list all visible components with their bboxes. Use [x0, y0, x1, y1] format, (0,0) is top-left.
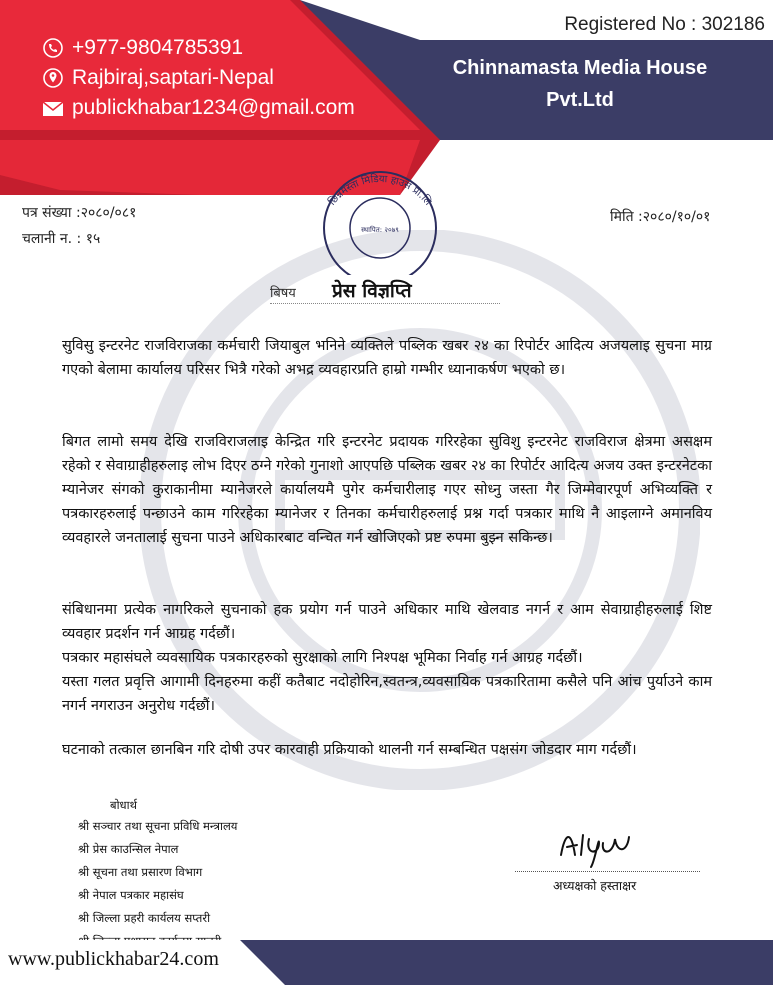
- body-paragraph-3: संबिधानमा प्रत्येक नागरिकले सुचनाको हक प्रयोग गर्न पाउने अधिकार माथि खेलवाड नगर्न र आम सेवाग्राहीहरुलाई शिष्ट व्यवहार प्रदर्शन गर्न आग्रह गर्दछौं।: [62, 602, 712, 642]
- body-paragraph-1: सुविसु इन्टरनेट राजविराजका कर्मचारी जियाबुल भनिने व्यक्तिले पब्लिक खबर २४ का रिपोर्टर आदित्य अजयलाइ सुचना माग्र गएको बेलामा कार्यालय परिसर भित्रै गरेको अभद्र व्यवहारप्रति हाम्रो गम्भीर ध्यानाकर्षण भएको छ।: [62, 338, 712, 378]
- dispatch-number: चलानी न. : १५: [22, 231, 101, 247]
- location-pin-icon: [40, 67, 66, 89]
- email-address: publickhabar1234@gmail.com: [72, 96, 355, 119]
- footer-website: www.publickhabar24.com: [8, 948, 219, 970]
- letter-date: मिति :२०८०/१०/०१: [610, 209, 711, 225]
- signature-line: [515, 871, 700, 872]
- stamp-middle-text: स्थापित: २०७९: [361, 226, 399, 234]
- cc-item: श्री सूचना तथा प्रसारण विभाग: [78, 865, 203, 879]
- email-contact: [40, 96, 355, 120]
- body-paragraph-4: पत्रकार महासंघले व्यवसायिक पत्रकारहरुको सुरक्षाको लागि निश्पक्ष भूमिका निर्वाह गर्न आग्रह गर्दछौं।: [62, 650, 583, 666]
- company-name-line1: Chinnamasta Media House: [452, 57, 708, 79]
- svg-text:छिन्नमस्ता मिडिया हाउस प्रा.लि: [326, 173, 434, 208]
- company-stamp: [300, 170, 460, 275]
- handwritten-signature: [555, 825, 665, 869]
- body-paragraph-2: बिगत लामो समय देखि राजविराजलाइ केन्द्रित गरि इन्टरनेट प्रदायक गरिरहेका सुविशु इन्टरनेट राजविराज क्षेत्रमा असक्षम रहेको र सेवाग्राहीहरुलाइ लोभ दिएर ठग्ने गरेको गुनाशो आएपछि पब्लिक खबर २४ का रिपोर्टर आदित्य अजय उक्त इन्टरनेटका म्यानेजर संगको कुराकानीमा म्यानेजरले कार्यालयमै पुगेर कर्मचारीलाइ गएर सोध्नु जस्ता गैर जिम्मेवारपूर्ण अभिव्यक्ति र पत्रकारहरुलाई पन्छाउने काम गरिरहेका म्यानेजर र तिनका कर्मचारीहरुलाई प्रश्न गर्दा पत्रकार माथि नै आइलाग्ने अमानविय व्यवहारले जनतालाई सुचना पाउने अधिकारबाट वन्चित गर्न खोजिएको प्रष्ट रुपमा बुझ्न सकिन्छ।: [62, 434, 712, 546]
- cc-heading: बोधार्थ: [110, 798, 137, 812]
- company-name: [420, 52, 740, 116]
- reference-number: पत्र संख्या :२०८०/०८१: [22, 205, 137, 221]
- cc-list: [78, 815, 237, 953]
- phone-icon: [40, 37, 66, 59]
- registration-number: Registered No : 302186: [564, 14, 765, 35]
- subject-title: प्रेस विज्ञप्ति: [332, 280, 412, 302]
- phone-contact: [40, 36, 243, 60]
- cc-item: श्री जिल्ला प्रहरी कार्यलय सप्तरी: [78, 911, 211, 925]
- mail-icon: [40, 97, 66, 119]
- cc-item: श्री प्रेस काउन्सिल नेपाल: [78, 842, 179, 856]
- body-paragraph-6: घटनाको तत्काल छानबिन गरि दोषी उपर कारवाही प्रक्रियाको थालनी गर्न सम्बन्धित पक्षसंग जोडदार माग गर्दछौं।: [62, 742, 637, 758]
- body-paragraph-5: यस्ता गलत प्रवृत्ति आगामी दिनहरुमा कहीं कतैबाट नदोहोरिन,स्वतन्त्र,व्यवसायिक पत्रकारितामा कसैले पनि आंच पुर्याउने काम नगर्न नगराउन अनुरोध गर्दछौं।: [62, 674, 712, 714]
- stamp-top-text: छिन्नमस्ता मिडिया हाउस प्रा.लि: [326, 173, 434, 208]
- address-contact: [40, 66, 274, 90]
- cc-item: श्री नेपाल पत्रकार महासंघ: [78, 888, 184, 902]
- signature-label: अध्यक्षको हस्ताक्षर: [553, 878, 637, 893]
- phone-number: +977-9804785391: [72, 36, 244, 59]
- company-name-line2: Pvt.Ltd: [546, 89, 614, 111]
- subject-line: [270, 277, 500, 304]
- address-text: Rajbiraj,saptari-Nepal: [72, 66, 274, 89]
- cc-item: श्री सञ्चार तथा सूचना प्रविधि मन्त्रालय: [78, 819, 238, 833]
- subject-label: बिषय: [270, 286, 296, 301]
